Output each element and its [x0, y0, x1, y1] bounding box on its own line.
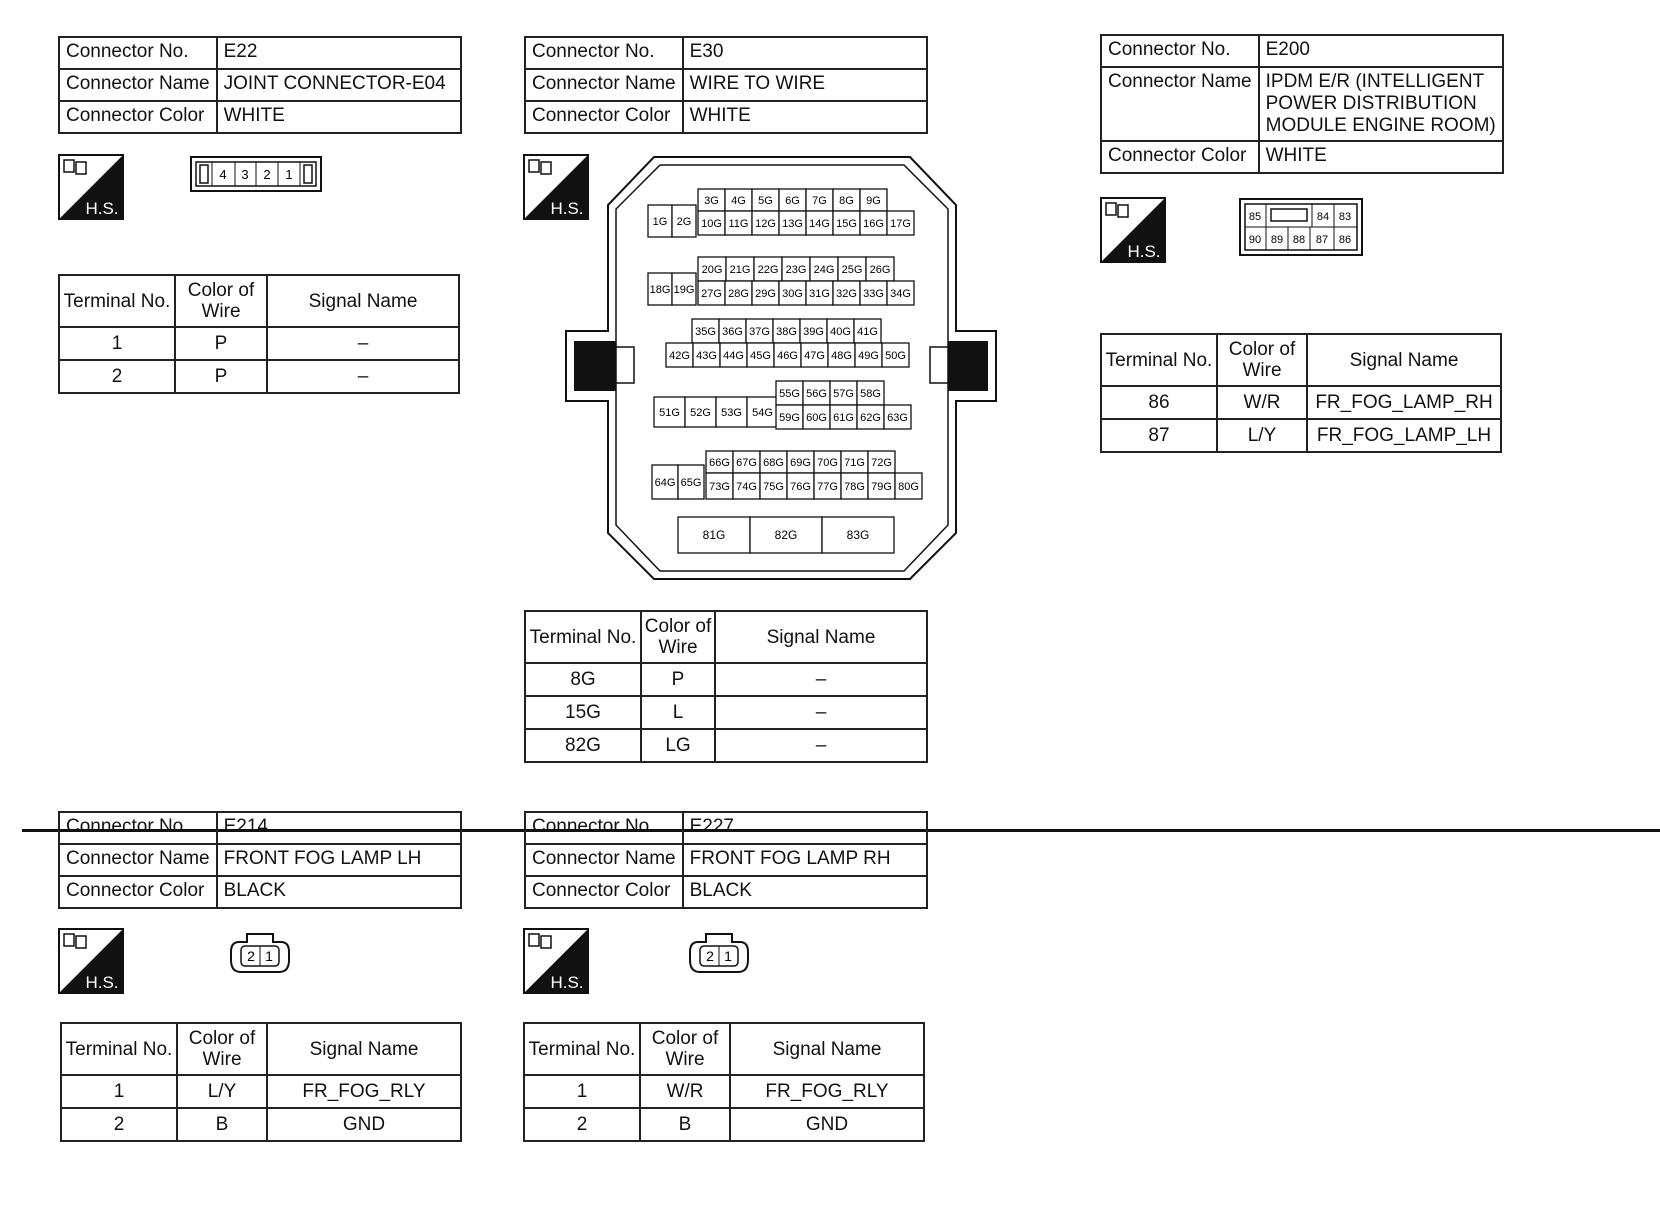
label-connector-no: Connector No.	[1101, 35, 1259, 67]
pin-label: 68G	[763, 457, 784, 469]
pin-label: 35G	[695, 326, 716, 338]
label-connector-no: Connector No.	[59, 812, 217, 844]
connector-e227-terminal-table	[523, 1022, 925, 1142]
pin-label: 16G	[863, 218, 884, 230]
header-terminal-no: Terminal No.	[59, 275, 175, 327]
connector-e22-face	[190, 156, 322, 192]
pin-label: 66G	[709, 457, 730, 469]
pin-label: 41G	[857, 326, 878, 338]
connector-e22-info-table	[58, 36, 462, 134]
pin-label: 86	[1338, 234, 1352, 246]
connector-color-value: WHITE	[217, 101, 461, 133]
pin-label: 4	[219, 167, 227, 182]
pin-label: 61G	[833, 412, 854, 424]
connector-no-value: E214	[217, 812, 461, 844]
pin-label: 46G	[777, 350, 798, 362]
pin-label: 34G	[890, 288, 911, 300]
pin-label: 57G	[833, 388, 854, 400]
pin-label: 65G	[680, 477, 702, 489]
pin-label: 40G	[830, 326, 851, 338]
pin-label: 75G	[763, 481, 784, 493]
pin-label: 2G	[676, 216, 692, 228]
header-signal-name: Signal Name	[267, 275, 459, 327]
pin-label: 20G	[701, 264, 723, 276]
pin-label: 81G	[702, 528, 726, 542]
label-connector-color: Connector Color	[525, 101, 683, 133]
pin-label: 15G	[836, 218, 857, 230]
pin-label: 89	[1270, 234, 1284, 246]
pin-label: 3	[241, 167, 249, 182]
header-color-of-wire: Color of Wire	[641, 611, 715, 663]
pin-label: 2	[247, 948, 255, 964]
pin-label: 43G	[696, 350, 717, 362]
pin-label: 1G	[652, 216, 668, 228]
pin-label: 47G	[804, 350, 825, 362]
pin-label: 58G	[860, 388, 881, 400]
connector-name-value: FRONT FOG LAMP RH	[683, 844, 927, 876]
pin-label: 24G	[813, 264, 835, 276]
pin-label: 18G	[649, 284, 671, 296]
pin-label: 27G	[701, 288, 722, 300]
pin-label: 60G	[806, 412, 827, 424]
connector-no-value: E22	[217, 37, 461, 69]
pin-label: 49G	[858, 350, 879, 362]
pin-label: 74G	[736, 481, 757, 493]
pin-label: 88	[1292, 234, 1306, 246]
connector-no-value: E200	[1259, 35, 1503, 67]
pin-label: 21G	[729, 264, 751, 276]
header-signal-name: Signal Name	[715, 611, 927, 663]
connector-name-value: WIRE TO WIRE	[683, 69, 927, 101]
pin-label: 8G	[839, 195, 854, 207]
pin-label: 44G	[723, 350, 744, 362]
harness-side-icon	[1100, 197, 1166, 263]
label-connector-name: Connector Name	[525, 69, 683, 101]
connector-color-value: BLACK	[683, 876, 927, 908]
connector-e30-face	[564, 155, 1000, 583]
pin-label: 67G	[736, 457, 757, 469]
pin-label: 1	[265, 948, 273, 964]
pin-label: 80G	[898, 481, 919, 493]
pin-label: 50G	[885, 350, 906, 362]
pin-label: 2	[706, 948, 714, 964]
label-connector-no: Connector No.	[59, 37, 217, 69]
harness-side-icon	[523, 928, 589, 994]
label-connector-name: Connector Name	[525, 844, 683, 876]
pin-label: 70G	[817, 457, 838, 469]
pin-label: 5G	[758, 195, 773, 207]
connector-no-value: E227	[683, 812, 927, 844]
label-connector-color: Connector Color	[59, 876, 217, 908]
pin-label: 72G	[871, 457, 892, 469]
header-signal-name: Signal Name	[730, 1023, 924, 1075]
pin-label: 3G	[704, 195, 719, 207]
pin-label: 42G	[669, 350, 690, 362]
pin-label: 55G	[779, 388, 800, 400]
pin-label: 22G	[757, 264, 779, 276]
pin-label: 48G	[831, 350, 852, 362]
connector-e227-info-table	[524, 811, 928, 909]
pin-label: 7G	[812, 195, 827, 207]
connector-color-value: WHITE	[683, 101, 927, 133]
pin-label: 29G	[755, 288, 776, 300]
pin-label: 51G	[659, 407, 680, 419]
pin-label: 64G	[654, 477, 676, 489]
header-color-of-wire: Color of Wire	[640, 1023, 730, 1075]
pin-label: 84	[1316, 211, 1330, 223]
connector-e214-info-table	[58, 811, 462, 909]
header-terminal-no: Terminal No.	[524, 1023, 640, 1075]
pin-label: 71G	[844, 457, 865, 469]
pin-label: 56G	[806, 388, 827, 400]
header-color-of-wire: Color of Wire	[1217, 334, 1307, 386]
header-signal-name: Signal Name	[267, 1023, 461, 1075]
connector-e214-terminal-table	[60, 1022, 462, 1142]
pin-label: 1	[724, 948, 732, 964]
header-color-of-wire: Color of Wire	[175, 275, 267, 327]
connector-name-value: JOINT CONNECTOR-E04	[217, 69, 461, 101]
header-terminal-no: Terminal No.	[525, 611, 641, 663]
label-connector-color: Connector Color	[1101, 141, 1259, 173]
pin-label: 83G	[846, 528, 870, 542]
pin-label: 45G	[750, 350, 771, 362]
pin-label: 37G	[749, 326, 770, 338]
connector-no-value: E30	[683, 37, 927, 69]
pin-label: 25G	[841, 264, 863, 276]
table-row: 1 W/R FR_FOG_RLY	[524, 1075, 924, 1108]
pin-label: 52G	[690, 407, 711, 419]
label-connector-name: Connector Name	[1101, 67, 1259, 141]
connector-e200-terminal-table	[1100, 333, 1502, 453]
header-signal-name: Signal Name	[1307, 334, 1501, 386]
table-row: 82G LG –	[525, 729, 927, 762]
pin-label: 1	[285, 167, 293, 182]
pin-label: 4G	[731, 195, 746, 207]
pin-label: 33G	[863, 288, 884, 300]
header-color-of-wire: Color of Wire	[177, 1023, 267, 1075]
pin-label: 23G	[785, 264, 807, 276]
table-row: 86 W/R FR_FOG_LAMP_RH	[1101, 386, 1501, 419]
pin-label: 12G	[755, 218, 776, 230]
table-row: 1 P –	[59, 327, 459, 360]
connector-e22-terminal-table	[58, 274, 460, 394]
pin-label: 17G	[890, 218, 911, 230]
pin-label: 10G	[701, 218, 722, 230]
table-row: 87 L/Y FR_FOG_LAMP_LH	[1101, 419, 1501, 452]
connector-e227-face	[688, 930, 750, 976]
table-row: 15G L –	[525, 696, 927, 729]
pin-label: 73G	[709, 481, 730, 493]
pin-label: 30G	[782, 288, 803, 300]
pin-label: 76G	[790, 481, 811, 493]
connector-e30-terminal-table	[524, 610, 928, 763]
connector-e214-face	[229, 930, 291, 976]
connector-e30-info-table	[524, 36, 928, 134]
label-connector-name: Connector Name	[59, 844, 217, 876]
table-row: 2 B GND	[524, 1108, 924, 1141]
hs-label: H.S.	[1127, 242, 1161, 261]
pin-label: 59G	[779, 412, 800, 424]
pin-label: 85	[1248, 211, 1262, 223]
connector-e200-face	[1239, 198, 1363, 256]
pin-label: 87	[1315, 234, 1329, 246]
pin-label: 69G	[790, 457, 811, 469]
hs-label: H.S.	[550, 199, 584, 218]
pin-label: 26G	[869, 264, 891, 276]
hs-label: H.S.	[85, 199, 119, 218]
hs-label: H.S.	[85, 973, 119, 992]
pin-label: 38G	[776, 326, 797, 338]
pin-label: 11G	[728, 218, 749, 230]
connector-color-value: WHITE	[1259, 141, 1503, 173]
pin-label: 14G	[809, 218, 830, 230]
table-row: 8G P –	[525, 663, 927, 696]
label-connector-no: Connector No.	[525, 37, 683, 69]
pin-label: 36G	[722, 326, 743, 338]
connector-e200-info-table	[1100, 34, 1504, 174]
harness-side-icon	[58, 154, 124, 220]
connector-name-value: IPDM E/R (INTELLIGENT POWER DISTRIBUTION MODULE ENGINE ROOM)	[1259, 67, 1503, 141]
pin-label: 83	[1338, 211, 1352, 223]
pin-label: 62G	[860, 412, 881, 424]
pin-label: 39G	[803, 326, 824, 338]
hs-label: H.S.	[550, 973, 584, 992]
header-terminal-no: Terminal No.	[1101, 334, 1217, 386]
pin-label: 78G	[844, 481, 865, 493]
pin-label: 28G	[728, 288, 749, 300]
connector-color-value: BLACK	[217, 876, 461, 908]
label-connector-name: Connector Name	[59, 69, 217, 101]
pin-label: 13G	[782, 218, 803, 230]
label-connector-color: Connector Color	[525, 876, 683, 908]
pin-label: 54G	[752, 407, 773, 419]
label-connector-no: Connector No.	[525, 812, 683, 844]
pin-label: 9G	[866, 195, 881, 207]
table-row: 1 L/Y FR_FOG_RLY	[61, 1075, 461, 1108]
pin-label: 19G	[673, 284, 695, 296]
pin-label: 6G	[785, 195, 800, 207]
pin-label: 79G	[871, 481, 892, 493]
label-connector-color: Connector Color	[59, 101, 217, 133]
pin-label: 31G	[809, 288, 830, 300]
pin-label: 82G	[774, 528, 798, 542]
connector-name-value: FRONT FOG LAMP LH	[217, 844, 461, 876]
table-row: 2 P –	[59, 360, 459, 393]
pin-label: 77G	[817, 481, 838, 493]
pin-label: 32G	[836, 288, 857, 300]
harness-side-icon	[58, 928, 124, 994]
header-terminal-no: Terminal No.	[61, 1023, 177, 1075]
pin-label: 53G	[721, 407, 742, 419]
pin-label: 90	[1248, 234, 1262, 246]
pin-label: 2	[263, 167, 271, 182]
pin-label: 63G	[887, 412, 908, 424]
table-row: 2 B GND	[61, 1108, 461, 1141]
